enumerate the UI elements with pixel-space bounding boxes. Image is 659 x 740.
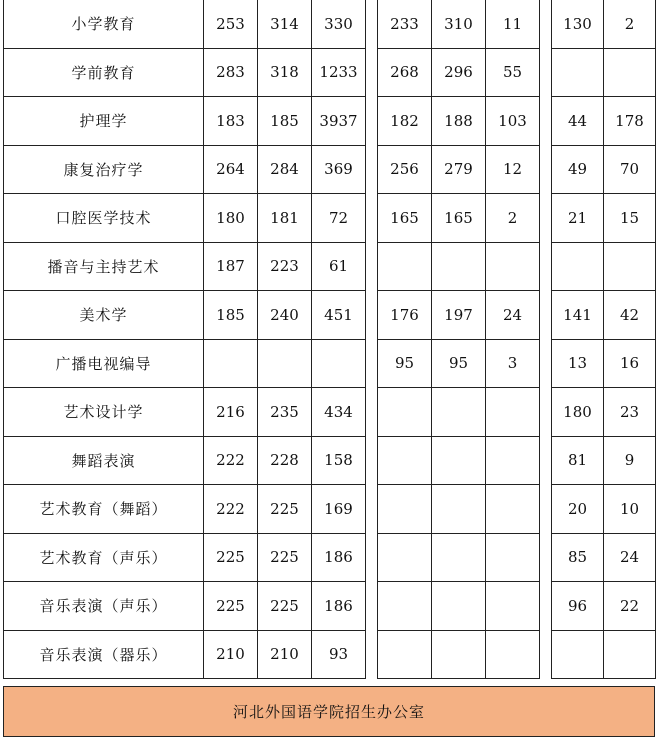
major-name-cell: 音乐表演（器乐） [4, 630, 204, 679]
score-cell [486, 388, 540, 437]
column-gap-cell [540, 242, 552, 291]
score-cell [486, 533, 540, 582]
column-gap-cell [540, 436, 552, 485]
column-gap-cell [540, 194, 552, 243]
score-cell: 222 [204, 436, 258, 485]
score-cell: 22 [604, 582, 656, 631]
score-cell [432, 485, 486, 534]
major-name-cell: 广播电视编导 [4, 339, 204, 388]
column-gap-cell [366, 436, 378, 485]
table-row [4, 436, 656, 485]
score-cell [378, 388, 432, 437]
score-cell: 165 [378, 194, 432, 243]
score-cell: 55 [486, 48, 540, 97]
score-cell: 1233 [312, 48, 366, 97]
table-row [4, 48, 656, 97]
score-cell: 451 [312, 291, 366, 340]
score-cell: 256 [378, 145, 432, 194]
score-cell [604, 630, 656, 679]
column-gap-cell [540, 291, 552, 340]
score-cell: 24 [604, 533, 656, 582]
major-name-cell: 舞蹈表演 [4, 436, 204, 485]
score-cell: 103 [486, 97, 540, 146]
score-cell: 186 [312, 533, 366, 582]
score-cell [432, 242, 486, 291]
score-cell: 182 [378, 97, 432, 146]
major-name-cell: 播音与主持艺术 [4, 242, 204, 291]
score-cell [604, 48, 656, 97]
score-table-container [3, 0, 655, 679]
score-cell: 12 [486, 145, 540, 194]
column-gap-cell [366, 48, 378, 97]
column-gap-cell [540, 388, 552, 437]
score-cell: 185 [204, 291, 258, 340]
column-gap-cell [540, 339, 552, 388]
score-cell [432, 388, 486, 437]
score-cell: 13 [552, 339, 604, 388]
score-cell: 225 [204, 582, 258, 631]
table-row [4, 630, 656, 679]
score-cell: 2 [486, 194, 540, 243]
table-row [4, 97, 656, 146]
table-row [4, 0, 656, 48]
score-cell [604, 242, 656, 291]
score-cell [432, 533, 486, 582]
table-row [4, 339, 656, 388]
column-gap-cell [540, 97, 552, 146]
score-cell [486, 242, 540, 291]
column-gap-cell [366, 291, 378, 340]
score-cell: 15 [604, 194, 656, 243]
column-gap-cell [366, 0, 378, 48]
score-cell [378, 436, 432, 485]
score-cell: 141 [552, 291, 604, 340]
score-cell: 70 [604, 145, 656, 194]
score-cell: 49 [552, 145, 604, 194]
score-cell: 253 [204, 0, 258, 48]
score-cell: 210 [204, 630, 258, 679]
score-cell: 9 [604, 436, 656, 485]
score-cell [486, 630, 540, 679]
major-name-cell: 艺术设计学 [4, 388, 204, 437]
table-row [4, 194, 656, 243]
score-cell: 268 [378, 48, 432, 97]
major-name-cell: 艺术教育（声乐） [4, 533, 204, 582]
column-gap-cell [366, 485, 378, 534]
score-cell: 264 [204, 145, 258, 194]
score-cell: 369 [312, 145, 366, 194]
score-cell: 197 [432, 291, 486, 340]
score-cell: 216 [204, 388, 258, 437]
score-cell [378, 582, 432, 631]
column-gap-cell [540, 48, 552, 97]
score-cell: 185 [258, 97, 312, 146]
score-cell: 95 [378, 339, 432, 388]
score-cell: 223 [258, 242, 312, 291]
score-cell: 24 [486, 291, 540, 340]
column-gap-cell [366, 145, 378, 194]
table-row [4, 582, 656, 631]
footer-banner [3, 686, 655, 737]
score-cell: 169 [312, 485, 366, 534]
score-cell [552, 48, 604, 97]
score-table [3, 0, 656, 679]
score-cell: 3 [486, 339, 540, 388]
table-body [4, 0, 656, 679]
score-cell [378, 242, 432, 291]
score-cell: 330 [312, 0, 366, 48]
column-gap-cell [366, 97, 378, 146]
score-cell: 183 [204, 97, 258, 146]
score-cell [486, 582, 540, 631]
score-cell [432, 582, 486, 631]
score-cell [432, 436, 486, 485]
score-cell [378, 485, 432, 534]
score-cell: 235 [258, 388, 312, 437]
score-cell: 233 [378, 0, 432, 48]
score-cell: 72 [312, 194, 366, 243]
score-cell [432, 630, 486, 679]
score-cell: 225 [258, 533, 312, 582]
score-cell: 188 [432, 97, 486, 146]
column-gap-cell [540, 0, 552, 48]
score-cell: 222 [204, 485, 258, 534]
score-cell: 225 [258, 582, 312, 631]
score-cell: 279 [432, 145, 486, 194]
major-name-cell: 学前教育 [4, 48, 204, 97]
column-gap-cell [366, 582, 378, 631]
score-cell: 93 [312, 630, 366, 679]
score-cell [378, 533, 432, 582]
column-gap-cell [540, 145, 552, 194]
score-cell: 314 [258, 0, 312, 48]
score-cell: 240 [258, 291, 312, 340]
score-cell: 85 [552, 533, 604, 582]
column-gap-cell [540, 533, 552, 582]
major-name-cell: 音乐表演（声乐） [4, 582, 204, 631]
score-cell: 187 [204, 242, 258, 291]
column-gap-cell [366, 388, 378, 437]
column-gap-cell [366, 242, 378, 291]
score-cell: 434 [312, 388, 366, 437]
score-cell [486, 436, 540, 485]
score-cell: 44 [552, 97, 604, 146]
score-cell: 283 [204, 48, 258, 97]
column-gap-cell [540, 630, 552, 679]
table-row [4, 291, 656, 340]
score-cell: 181 [258, 194, 312, 243]
score-cell [486, 485, 540, 534]
table-row [4, 485, 656, 534]
score-cell [204, 339, 258, 388]
score-cell: 165 [432, 194, 486, 243]
score-cell: 20 [552, 485, 604, 534]
score-cell [552, 242, 604, 291]
table-row [4, 533, 656, 582]
score-cell: 3937 [312, 97, 366, 146]
score-cell: 225 [204, 533, 258, 582]
score-cell: 81 [552, 436, 604, 485]
footer-text: 河北外国语学院招生办公室 [232, 703, 425, 721]
score-cell: 95 [432, 339, 486, 388]
score-cell: 23 [604, 388, 656, 437]
score-cell: 284 [258, 145, 312, 194]
table-row [4, 388, 656, 437]
score-cell: 10 [604, 485, 656, 534]
score-cell: 130 [552, 0, 604, 48]
score-cell: 318 [258, 48, 312, 97]
score-cell [312, 339, 366, 388]
major-name-cell: 康复治疗学 [4, 145, 204, 194]
major-name-cell: 口腔医学技术 [4, 194, 204, 243]
column-gap-cell [366, 533, 378, 582]
score-cell: 42 [604, 291, 656, 340]
column-gap-cell [540, 485, 552, 534]
table-row [4, 145, 656, 194]
score-cell: 96 [552, 582, 604, 631]
column-gap-cell [366, 630, 378, 679]
score-cell: 186 [312, 582, 366, 631]
score-cell: 2 [604, 0, 656, 48]
score-cell: 228 [258, 436, 312, 485]
score-cell [258, 339, 312, 388]
score-cell [552, 630, 604, 679]
score-cell: 296 [432, 48, 486, 97]
score-cell: 176 [378, 291, 432, 340]
major-name-cell: 小学教育 [4, 0, 204, 48]
column-gap-cell [366, 194, 378, 243]
major-name-cell: 美术学 [4, 291, 204, 340]
score-cell: 21 [552, 194, 604, 243]
major-name-cell: 护理学 [4, 97, 204, 146]
score-cell: 11 [486, 0, 540, 48]
major-name-cell: 艺术教育（舞蹈） [4, 485, 204, 534]
column-gap-cell [540, 582, 552, 631]
score-cell: 158 [312, 436, 366, 485]
score-cell: 225 [258, 485, 312, 534]
score-cell: 16 [604, 339, 656, 388]
column-gap-cell [366, 339, 378, 388]
score-cell: 178 [604, 97, 656, 146]
score-cell: 210 [258, 630, 312, 679]
score-cell: 310 [432, 0, 486, 48]
score-cell: 180 [204, 194, 258, 243]
score-cell [378, 630, 432, 679]
table-row [4, 242, 656, 291]
score-cell: 61 [312, 242, 366, 291]
score-cell: 180 [552, 388, 604, 437]
